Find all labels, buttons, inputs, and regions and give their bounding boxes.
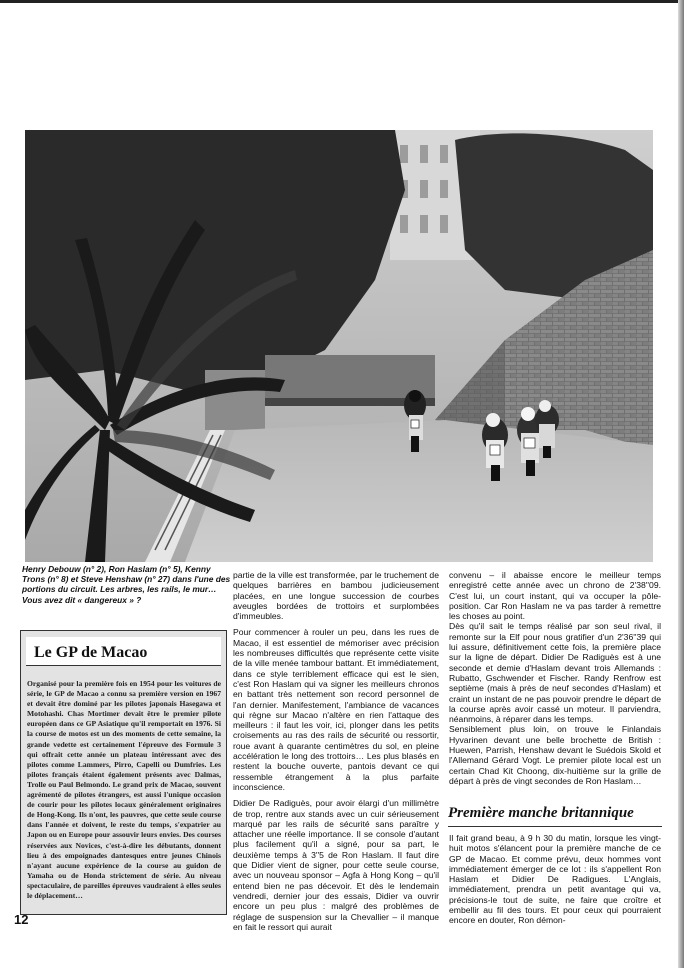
info-box-header bbox=[26, 637, 221, 666]
race-photo bbox=[25, 130, 653, 562]
article-column-3-continued bbox=[449, 833, 661, 932]
paragraph: Il fait grand beau, à 9 h 30 du matin, lorsque les vingt-huit motos s'élancent pour la première manche de ce GP de Macao. Et comme prévu, deux hommes vont immédiatement émerger de ce lot : ils s'appellent Ron Haslam et Didier De Radigues. L'Anglais, immédiatement, prendra un petit avantage qui va, précisions-le tout de suite, ne faire que croître et embellir au fil des tours. Et pour ceux qui pourraient encore en douter, Ron démon- bbox=[449, 833, 661, 926]
section-heading bbox=[448, 804, 662, 827]
paragraph: Didier De Radiguès, pour avoir élargi d'un millimètre de trop, rentre aux stands avec un cuir sérieusement marqué par les rails de sécurité sans paraître y attacher une réelle importance. Il se console d'autant plus facilement qu'il a signé, pour sa part, le deuxième temps à 3''5 de Ron Haslam. Il faut dire que Didier vient de signer, pour cette seule course, avec un nouveau sponsor – Agfa à Hong Kong – qu'il entend bien ne pas décevoir. Et dès le lendemain vendredi, dernier jour des essais, Didier va ouvrir encore un peu plus : malgré des problèmes de réglage de suspension sur la Chevallier – il manque en fait le ressort qui aurait bbox=[233, 798, 439, 932]
info-box-title: Le GP de Macao bbox=[34, 644, 148, 661]
article-column-3 bbox=[449, 570, 661, 792]
info-box-text: Organisé pour la première fois en 1954 pour les voitures de série, le GP de Macao a connu sa première version en 1967 et devait être dominé par les pilotes japonais Hasegawa et Motohashi. Chas Mortimer devait être le premier pilote européen dans ce GP Asiatique qu'il remportait en 1976. Si la course de motos est un des moments de cette semaine, la grande vedette est certainement l'épreuve des Formule 3 qui offrait cette année un plateau intéressant avec des pilotes comme Lammers, Pirro, Capelli ou Dumfries. Les pilotes français étaient également présents avec Dalmas, Trolle ou Paul Belmondo. Le grand prix de Macao, souvent agrémenté de pilotes étrangers, est aussi l'unique occasion de courir pour les pilotes locaux généralement originaires de Hong-Kong. Ils n'ont, les pauvres, que cette seule course dans l'année et doivent, le reste du temps, s'expatrier au Japon ou en Europe pour assouvir leurs envies. Des courses réservées aux Novices, c'est-à-dire les débutants, donnent lieu à des empoignades dantesques entre jeunes Chinois n'ayant aucune expérience de la course au guidon de Yamaha ou de Honda strictement de série. Au niveau spectaculaire, de pareilles épreuves vaudraient à elles seules le déplacement… bbox=[27, 679, 221, 900]
paragraph: Dès qu'il sait le temps réalisé par son seul rival, il remonte sur la Elf pour nous gratifier d'un 2'36''39 qui lui assure, définitivement cette fois, la première place sur la ligne de départ. Didier De Radiguès est à une seconde et demie d'Haslam devant trois Allemands : Rubatto, Gschwender et Fischer. Randy Renfrow est septième (mais à près de neuf secondes d'Haslam) et craint un instant de ne pas pouvoir prendre le départ de la course après avoir cassé un moteur. Il parviendra, néanmoins, à réparer dans les temps. bbox=[449, 621, 661, 725]
paragraph: partie de la ville est transformée, par le truchement de quelques barrières en bambou judicieusement placées, en une longue succession de courbes aveugles bordées de trottoirs et surplombées d'immeubles. bbox=[233, 570, 439, 622]
photo-caption: Henry Debouw (n° 2), Ron Haslam (n° 5), Kenny Trons (n° 8) et Steve Henshaw (n° 27) dans l'une des portions du circuit. Les arbres, les rails, le mur… Vous avez dit « dangereux » ? bbox=[22, 564, 231, 605]
page-number: 12 bbox=[14, 912, 29, 927]
page-spine-shadow bbox=[678, 0, 684, 968]
paragraph: Sensiblement plus loin, on trouve le Finlandais Hyvarinen devant une belle brochette de British : Huewen, Parrish, Henshaw devant le Suédois Skold et l'Allemand Gérard Vogt. Le premier pilote local est un certain Chad Kit Choong, dix-huitième sur la grille de départ à près de vingt secondes de Ron Haslam… bbox=[449, 724, 661, 786]
paragraph: Pour commencer à rouler un peu, dans les rues de Macao, il est essentiel de mémoriser avec précision les nombreuses difficultés que représente cette visite de la ville menée tambour battant. Et immédiatement, dans ce style terriblement efficace qui est le sien, c'est Ron Haslam qui va signer les meilleurs chronos en battant très nettement son record personnel de l'an dernier. Manifestement, l'ambiance de vacances qui règne sur Macao n'altère en rien l'attaque des meilleurs : il faut les voir, ici, plonger dans les petits croisements au ras des rails de sécurité ou ressortir, roue avant à quarante centimètres du sol, en pleine accélération le long des trottoirs… Les plus blasés en restent la bouche ouverte, pantois devant ce qui ressemble étrangement à la plus parfaite inconscience. bbox=[233, 627, 439, 792]
info-box bbox=[20, 630, 227, 915]
race-photo-illustration bbox=[25, 130, 653, 562]
article-column-2 bbox=[233, 570, 439, 938]
section-heading-text: Première manche britannique bbox=[448, 805, 634, 821]
paragraph: convenu – il abaisse encore le meilleur temps enregistré cette année avec un chrono de 2'38''09. C'est lui, un court instant, qui va occuper la pôle-position. Car Ron Haslam ne va pas tarder à remettre les choses au point. bbox=[449, 570, 661, 622]
